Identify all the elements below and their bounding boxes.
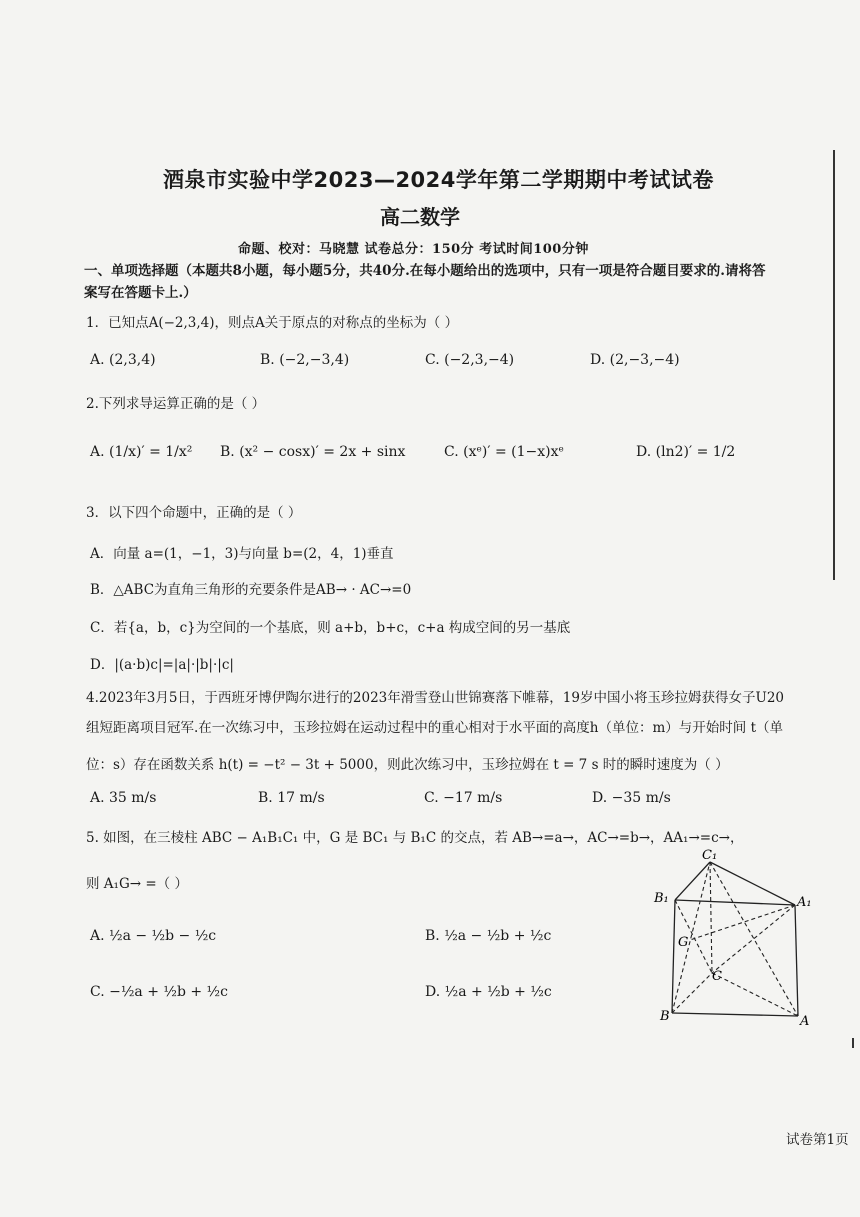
page-footer: 试卷第1页 — [786, 1132, 849, 1148]
question-4-option-a: A. 35 m/s — [90, 790, 157, 806]
question-4-line-3: 位：s）存在函数关系 h(t) = −t² − 3t + 5000，则此次练习中，玉珍拉姆在 t = 7 s 时的瞬时速度为（ ） — [86, 757, 729, 773]
question-3-option-c: C．若{a，b，c}为空间的一个基底，则 a+b，b+c，c+a 构成空间的另一基底 — [90, 620, 571, 636]
question-3-option-d: D．|(a·b)c|=|a|·|b|·|c| — [90, 657, 234, 673]
scan-edge-mark — [852, 1038, 854, 1048]
exam-meta: 命题、校对：马晓慧 试卷总分：150分 考试时间100分钟 — [238, 242, 589, 257]
scan-edge-line — [833, 150, 835, 580]
question-2-option-c: C. (xᵉ)′ = (1−x)xᵉ — [444, 444, 564, 460]
question-5-option-c: C. −½a + ½b + ½c — [90, 984, 228, 1000]
section-heading: 一、单项选择题（本题共8小题，每小题5分，共40分.在每小题给出的选项中，只有一项是符合题目要求的.请将答 — [84, 263, 766, 279]
question-1-option-b: B. (−2,−3,4) — [260, 352, 350, 368]
section-heading-cont: 案写在答题卡上.） — [84, 285, 197, 301]
label-c: C — [712, 969, 722, 984]
question-1-stem: 1．已知点A(−2,3,4)，则点A关于原点的对称点的坐标为（ ） — [86, 315, 459, 331]
prism-figure — [650, 848, 830, 1028]
question-4-option-d: D. −35 m/s — [592, 790, 671, 806]
question-3-option-b: B．△ABC为直角三角形的充要条件是AB→ · AC→=0 — [90, 582, 412, 598]
question-2-stem: 2.下列求导运算正确的是（ ） — [86, 396, 266, 412]
question-5-line-2: 则 A₁G→ =（ ） — [86, 876, 188, 892]
label-g: G — [678, 935, 689, 950]
label-a: A — [800, 1014, 810, 1028]
label-c1: C₁ — [702, 848, 718, 863]
question-4-option-b: B. 17 m/s — [258, 790, 325, 806]
question-5-option-a: A. ½a − ½b − ½c — [90, 928, 217, 944]
question-4-line-2: 组短距离项目冠军.在一次练习中，玉珍拉姆在运动过程中的重心相对于水平面的高度h（单位：m）与开始时间 t（单 — [86, 720, 784, 736]
question-5-option-b: B. ½a − ½b + ½c — [425, 928, 552, 944]
question-2-option-b: B. (x² − cosx)′ = 2x + sinx — [220, 444, 406, 460]
label-b: B — [660, 1009, 670, 1024]
label-b1: B₁ — [654, 891, 669, 906]
page-title: 酒泉市实验中学2023—2024学年第二学期期中考试试卷 — [163, 168, 714, 192]
question-1-option-d: D. (2,−3,−4) — [590, 352, 680, 368]
label-a1: A₁ — [797, 895, 812, 910]
question-5-line-1: 5. 如图，在三棱柱 ABC − A₁B₁C₁ 中，G 是 BC₁ 与 B₁C 的交点，若 AB→=a→，AC→=b→，AA₁→=c→， — [86, 830, 744, 846]
question-5-option-d: D. ½a + ½b + ½c — [425, 984, 552, 1000]
page-subtitle: 高二数学 — [380, 205, 460, 229]
question-2-option-a: A. (1/x)′ = 1/x² — [90, 444, 193, 460]
question-2-option-d: D. (ln2)′ = 1/2 — [636, 444, 736, 460]
question-1-option-a: A. (2,3,4) — [90, 352, 156, 368]
question-3-option-a: A．向量 a=(1，−1，3)与向量 b=(2，4，1)垂直 — [90, 546, 394, 562]
question-1-option-c: C. (−2,3,−4) — [425, 352, 515, 368]
question-4-line-1: 4.2023年3月5日，于西班牙博伊陶尔进行的2023年滑雪登山世锦赛落下帷幕，19岁中国小将玉珍拉姆获得女子U20 — [86, 690, 785, 706]
question-3-stem: 3．以下四个命题中，正确的是（ ） — [86, 505, 302, 521]
question-4-option-c: C. −17 m/s — [424, 790, 503, 806]
